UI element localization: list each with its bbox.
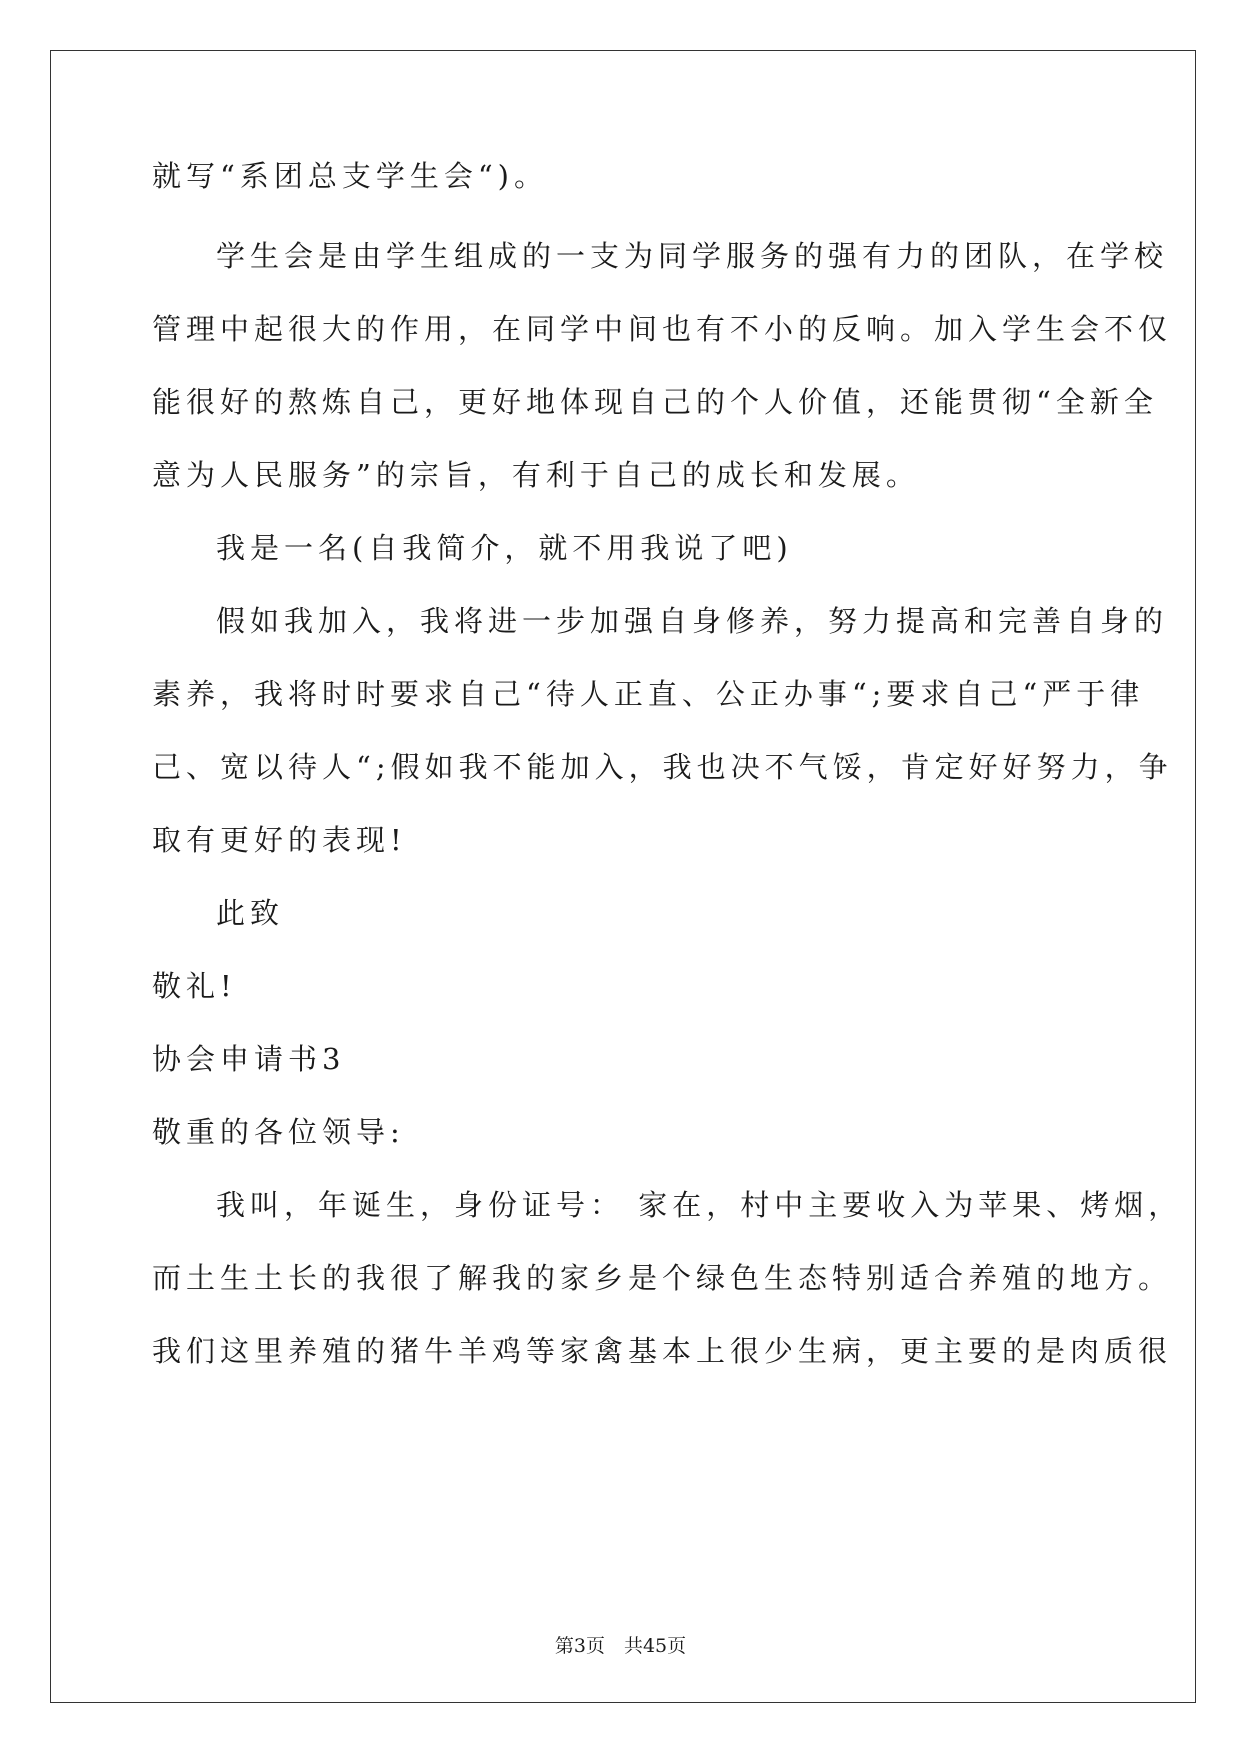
page-number-footer: 第3页 共45页 bbox=[554, 1635, 687, 1657]
greeting: 敬重的各位领导: bbox=[152, 1115, 405, 1149]
text-line: 就写“系团总支学生会“)。 bbox=[152, 159, 548, 193]
section-heading: 协会申请书3 bbox=[152, 1042, 346, 1076]
text-line: 我们这里养殖的猪牛羊鸡等家禽基本上很少生病，更主要的是肉质很 bbox=[152, 1334, 1173, 1368]
text-line: 素养，我将时时要求自己“待人正直、公正办事“;要求自己“严于律 bbox=[152, 677, 1145, 711]
closing-regards: 敬礼! bbox=[152, 969, 237, 1003]
closing-salutation: 此致 bbox=[216, 896, 285, 930]
text-line: 己、宽以待人“;假如我不能加入，我也决不气馁，肯定好好努力，争 bbox=[152, 750, 1173, 784]
paragraph-line: 学生会是由学生组成的一支为同学服务的强有力的团队，在学校 bbox=[216, 239, 1169, 273]
paragraph-line: 我叫，年诞生，身份证号： 家在，村中主要收入为苹果、烤烟， bbox=[216, 1188, 1183, 1222]
page-border bbox=[50, 50, 1196, 1703]
paragraph-line: 假如我加入，我将进一步加强自身修养，努力提高和完善自身的 bbox=[216, 604, 1169, 638]
paragraph-line: 我是一名(自我简介，就不用我说了吧) bbox=[216, 531, 793, 565]
text-line: 管理中起很大的作用，在同学中间也有不小的反响。加入学生会不仅 bbox=[152, 312, 1173, 346]
text-line: 意为人民服务”的宗旨，有利于自己的成长和发展。 bbox=[152, 458, 920, 492]
text-line: 能很好的熬炼自己，更好地体现自己的个人价值，还能贯彻“全新全 bbox=[152, 385, 1158, 419]
text-line: 而土生土长的我很了解我的家乡是个绿色生态特别适合养殖的地方。 bbox=[152, 1261, 1173, 1295]
text-line: 取有更好的表现! bbox=[152, 823, 407, 857]
